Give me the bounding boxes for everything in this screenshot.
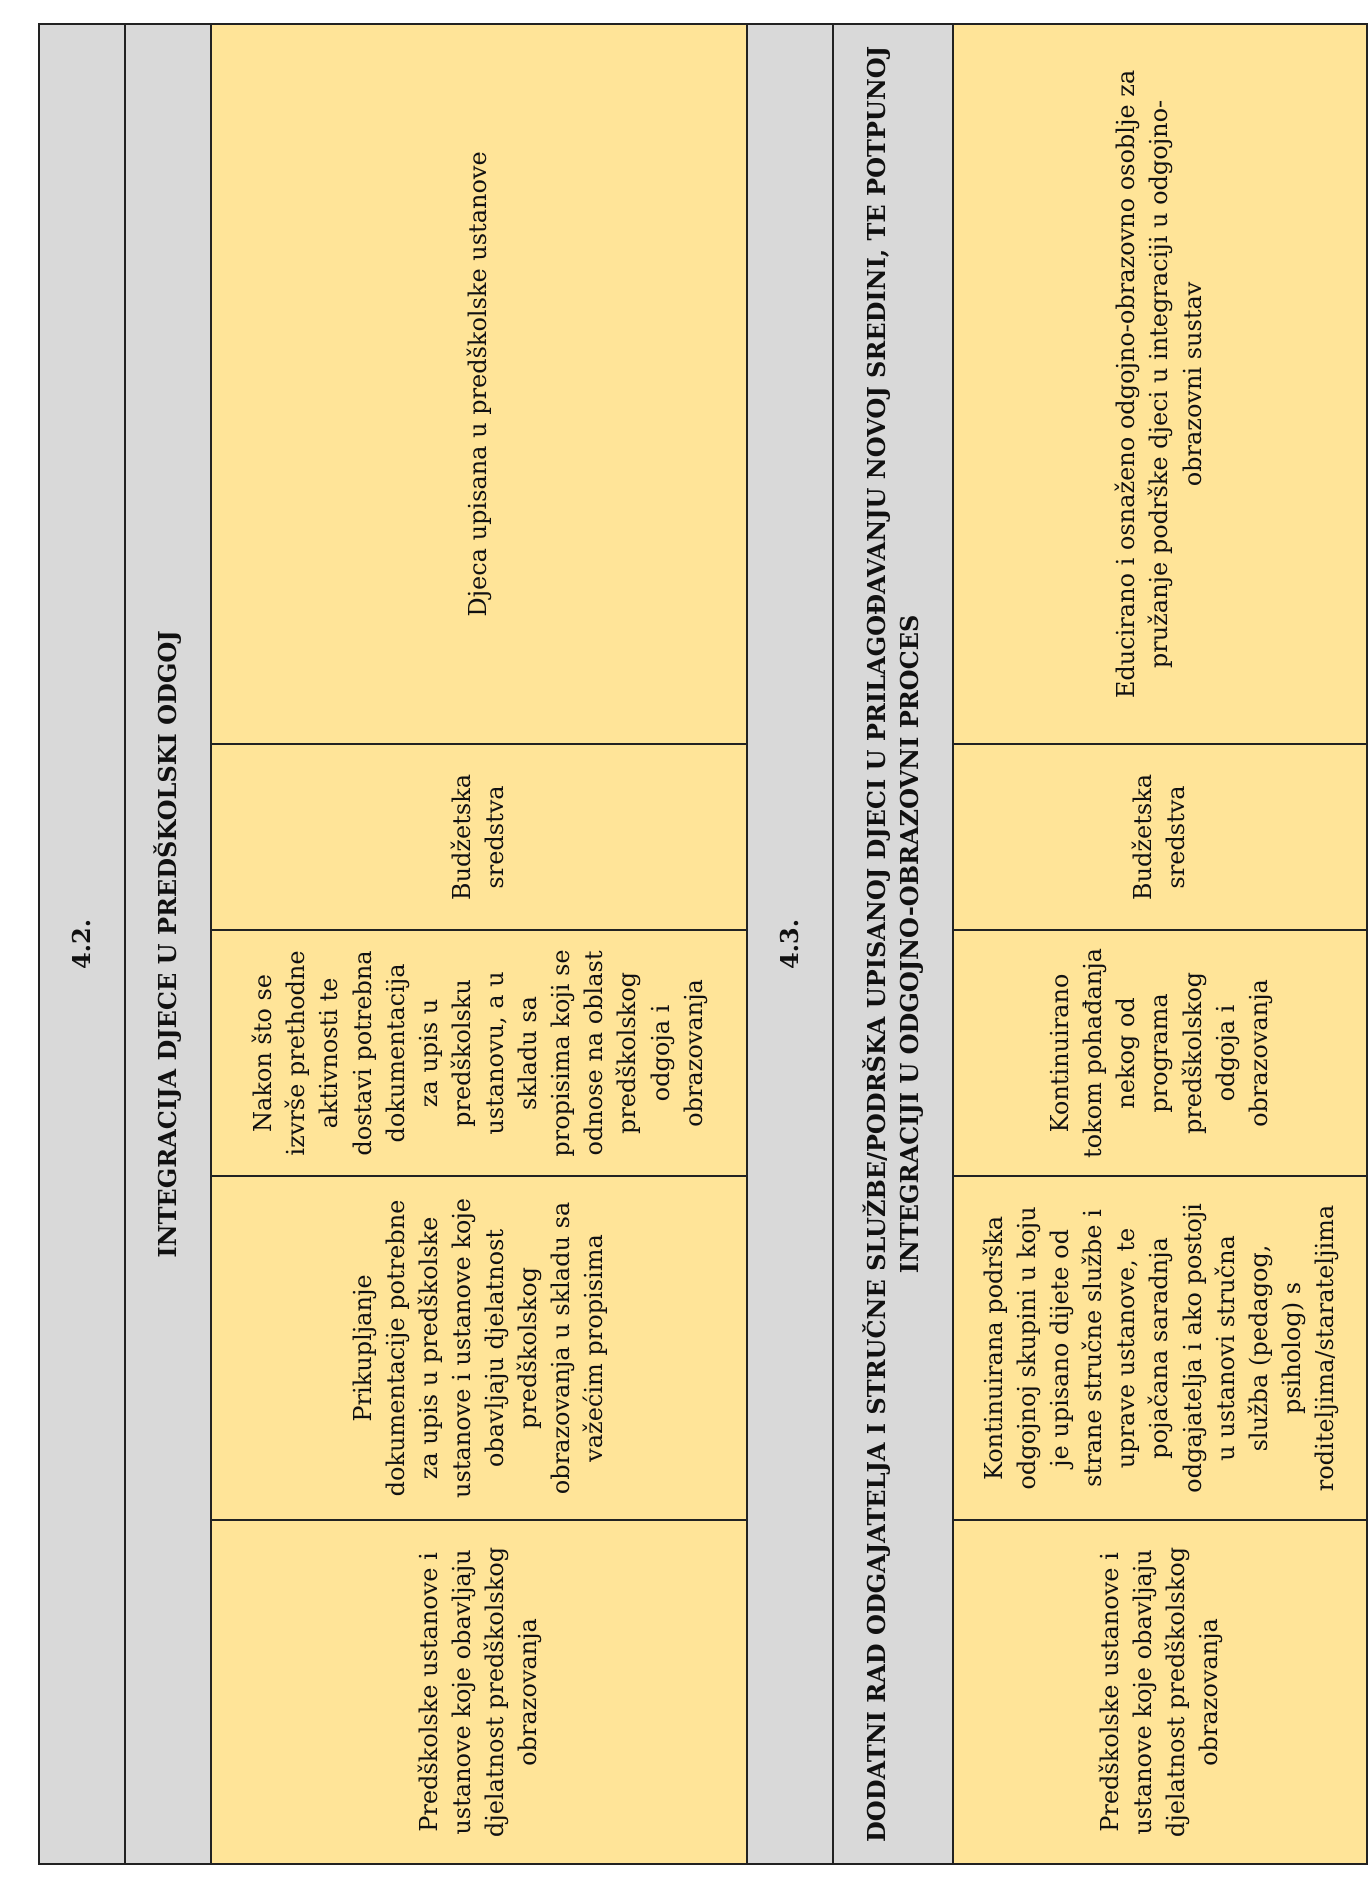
funding-cell: Budžetska sredstva [953, 744, 1367, 930]
section-number-row [747, 24, 833, 1864]
timeline-cell: Kontinuirano tokom pohađanja nekog od programa predškolskog odgoja i obrazovanja [953, 930, 1367, 1176]
rotated-page [38, 25, 1339, 1865]
funding-cell: Budžetska sredstva [211, 744, 747, 930]
table-row [211, 24, 747, 1864]
outcome-cell: Djeca upisana u predškolske ustanove [211, 24, 747, 744]
section-title: INTEGRACIJA DJECE U PREDŠKOLSKI ODGOJ [125, 24, 211, 1864]
section-number: 4.3. [747, 24, 833, 1864]
table-row [953, 24, 1367, 1864]
timeline-cell: Nakon što se izvrše prethodne aktivnosti te dostavi potrebna dokumentacija za upis u predškolsku ustanovu, a u skladu sa propisima koji se odnose na oblast predškolskog odgoja i obrazovanja [211, 930, 747, 1176]
section-title-row [833, 24, 953, 1864]
section-number: 4.2. [39, 24, 125, 1864]
implementer-cell: Predškolske ustanove i ustanove koje obavljaju djelatnost predškolskog obrazovanja [953, 1520, 1367, 1864]
section-number-row [39, 24, 125, 1864]
implementer-cell: Predškolske ustanove i ustanove koje obavljaju djelatnost predškolskog obrazovanja [211, 1520, 747, 1864]
activity-table [38, 23, 1368, 1865]
activity-cell: Kontinuirana podrška odgojnoj skupini u koju je upisano dijete od strane stručne službe i uprave ustanove, te pojačana saradnja odgajatelja i ako postoji u ustanovi stručna služba (pedagog, psiholog) s roditeljima/starateljima [953, 1176, 1367, 1520]
activity-cell: Prikupljanje dokumentacije potrebne za upis u predškolske ustanove i ustanove koje obavljaju djelatnost predškolskog obrazovanja u skladu sa važećim propisima [211, 1176, 747, 1520]
outcome-cell: Educirano i osnaženo odgojno-obrazovno osoblje za pružanje podrške djeci u integraciji u odgojno-obrazovni sustav [953, 24, 1367, 744]
section-title: DODATNI RAD ODGAJATELJA I STRUČNE SLUŽBE/PODRŠKA UPISANOJ DJECI U PRILAGOĐAVANJU NOVOJ SREDINI, TE POTPUNOJ INTEGRACIJI U ODGOJNO-OBRAZOVNI PROCES [833, 24, 953, 1864]
section-title-row [125, 24, 211, 1864]
